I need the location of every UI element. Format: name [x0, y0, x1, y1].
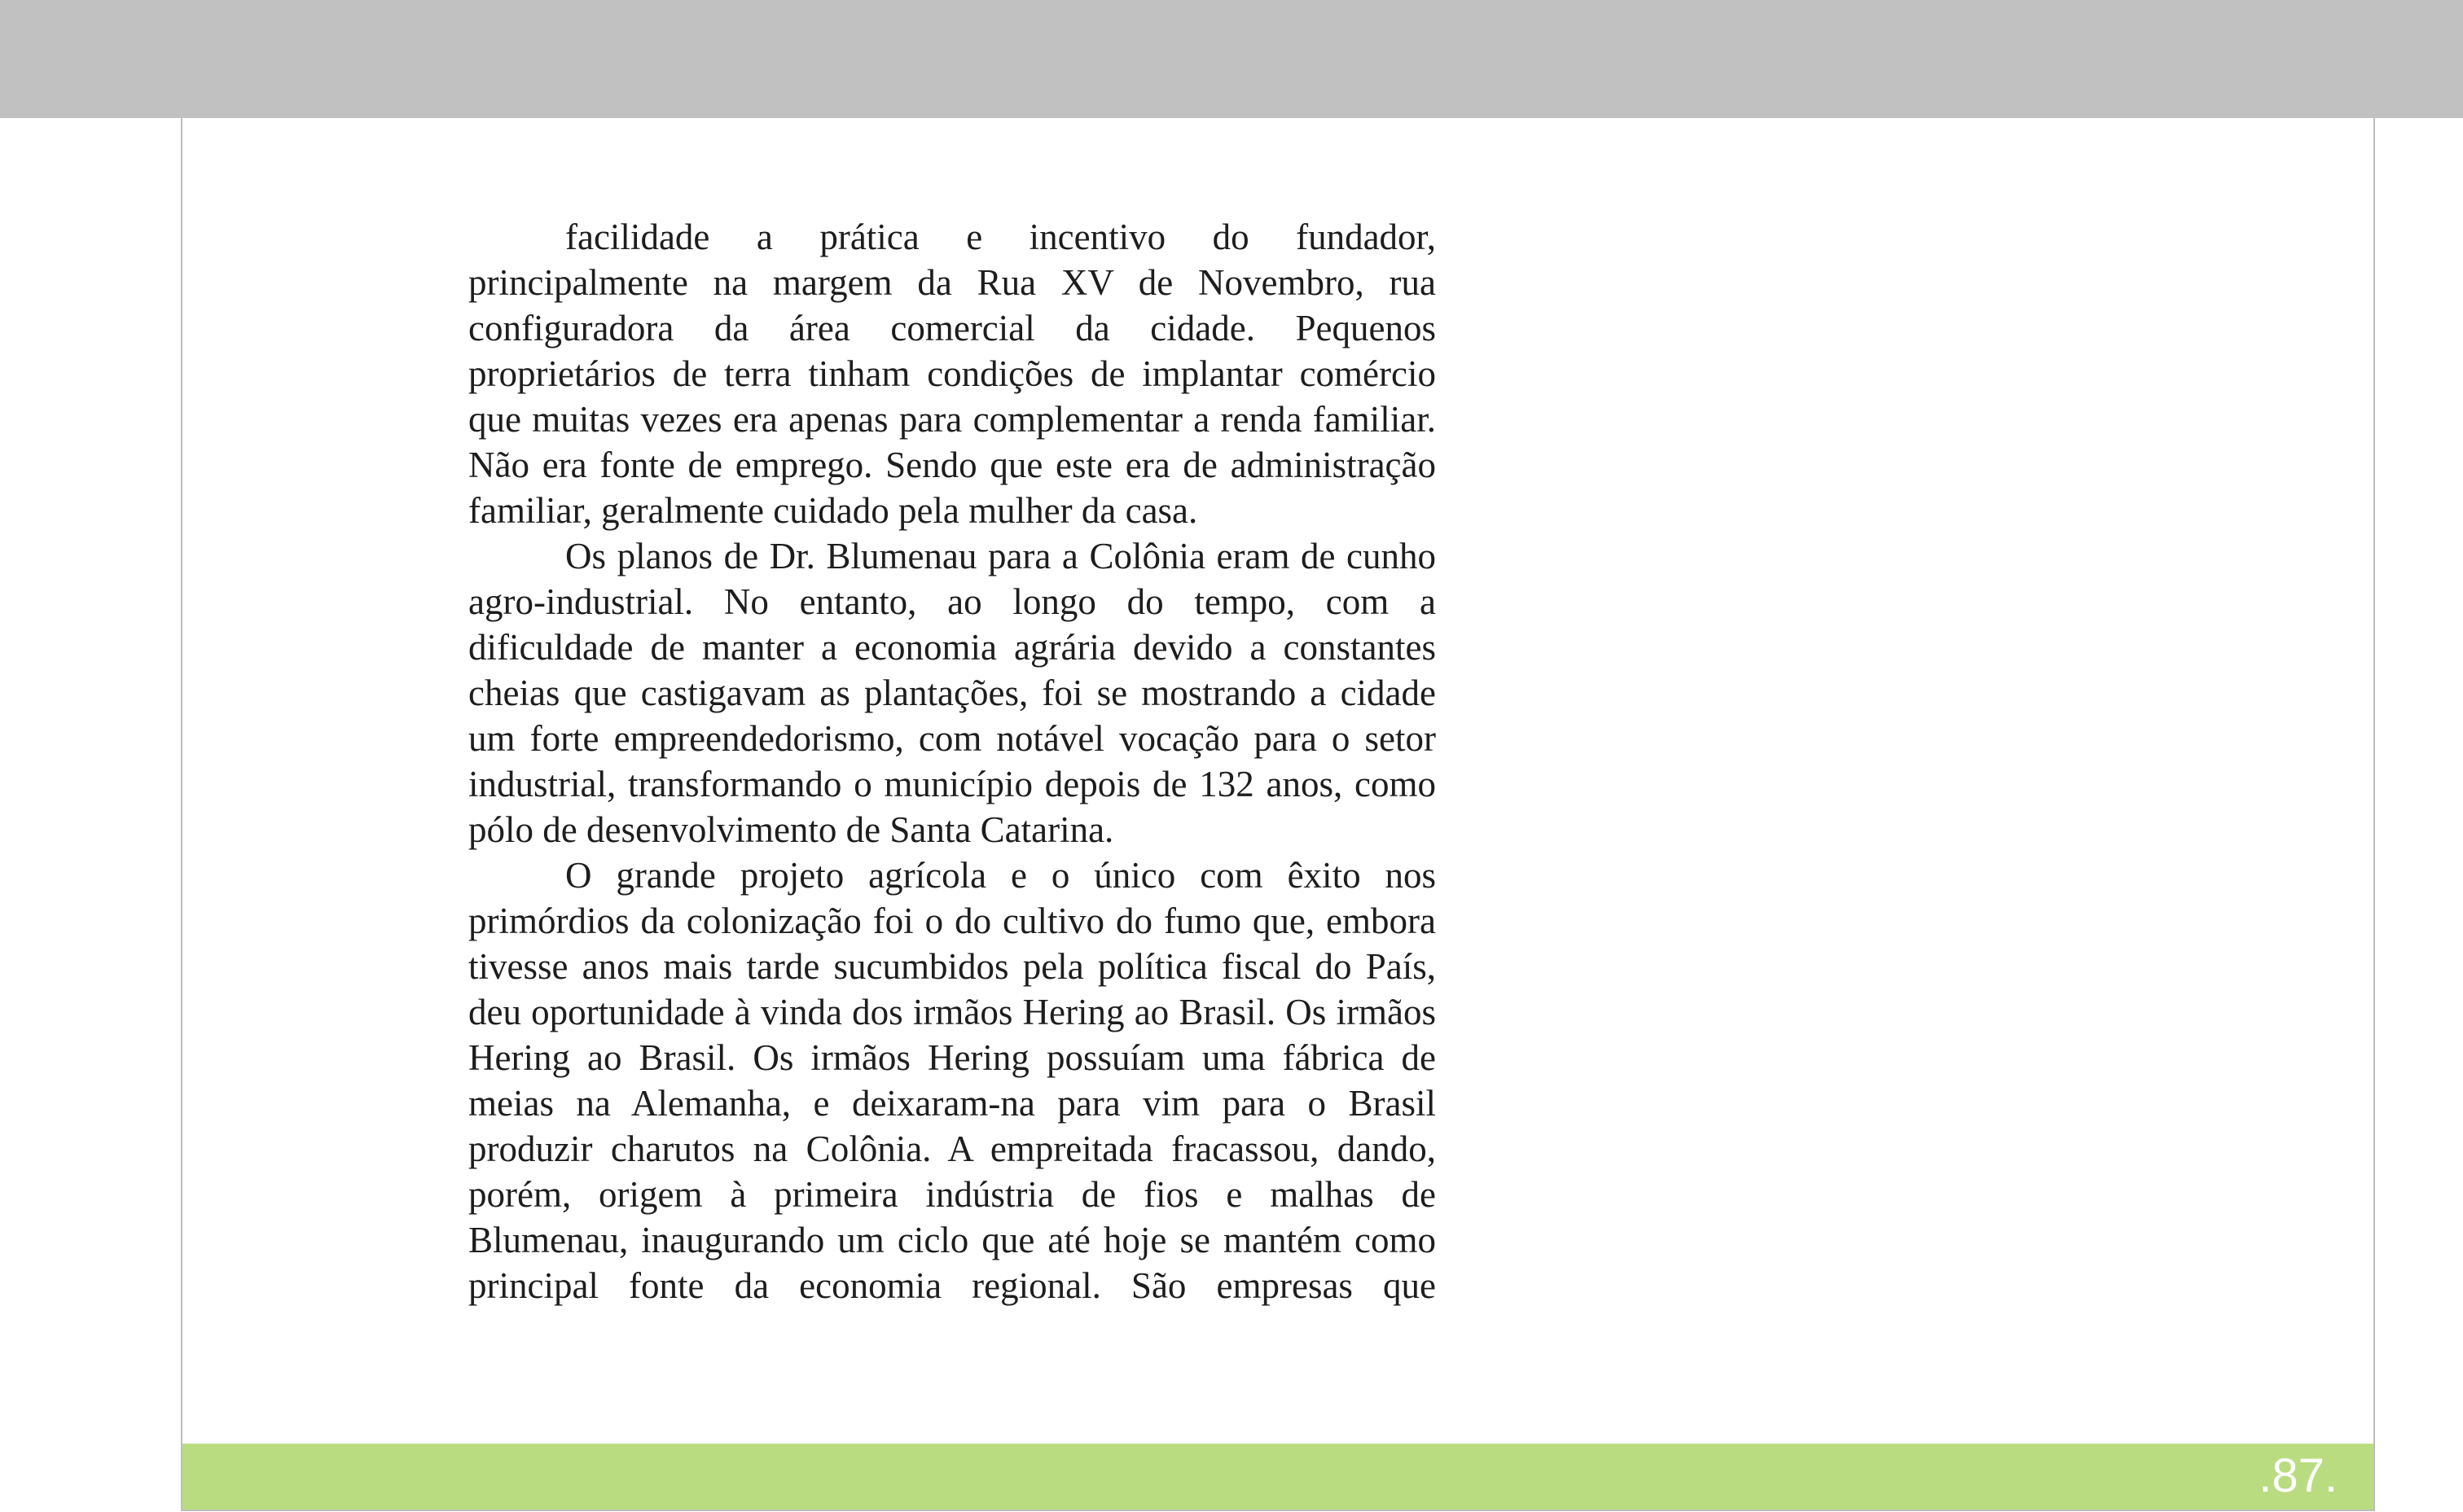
paragraph-1: facilidade a prática e incentivo do fundador, principalmente na margem da Rua XV de Novembro, rua configuradora da área comercial da cidade. Pequenos proprietários de terra tinham condições de implantar comércio que muitas vezes era apenas para complementar a renda familiar. Não era fonte de emprego. Sendo que este era de administração familiar, geralmente cuidado pela mulher da casa.	[468, 217, 1436, 531]
paragraph-2: Os planos de Dr. Blumenau para a Colônia eram de cunho agro-industrial. No entanto, ao longo do tempo, com a dificuldade de manter a economia agrária devido a constantes cheias que castigavam as plantações, foi se mostrando a cidade um forte empreendedorismo, com notável vocação para o setor industrial, transformando o município depois de 132 anos, como pólo de desenvolvimento de Santa Catarina.	[468, 536, 1436, 850]
page-number: .87.	[2259, 1449, 2338, 1502]
document-page	[181, 118, 2375, 1511]
footer-bar	[182, 1444, 2373, 1510]
paragraph-3: O grande projeto agrícola e o único com êxito nos primórdios da colonização foi o do cultivo do fumo que, embora tivesse anos mais tarde sucumbidos pela política fiscal do País, deu oportunidade à vinda dos irmãos Hering ao Brasil. Os irmãos Hering ao Brasil. Os irmãos Hering possuíam uma fábrica de meias na Alemanha, e deixaram-na para vim para o Brasil produzir charutos na Colônia. A empreitada fracassou, dando, porém, origem à primeira indústria de fios e malhas de Blumenau, inaugurando um ciclo que até hoje se mantém como principal fonte da economia regional. São empresas que	[468, 855, 1436, 1306]
top-band	[0, 0, 2463, 118]
body-text	[468, 214, 1436, 1308]
